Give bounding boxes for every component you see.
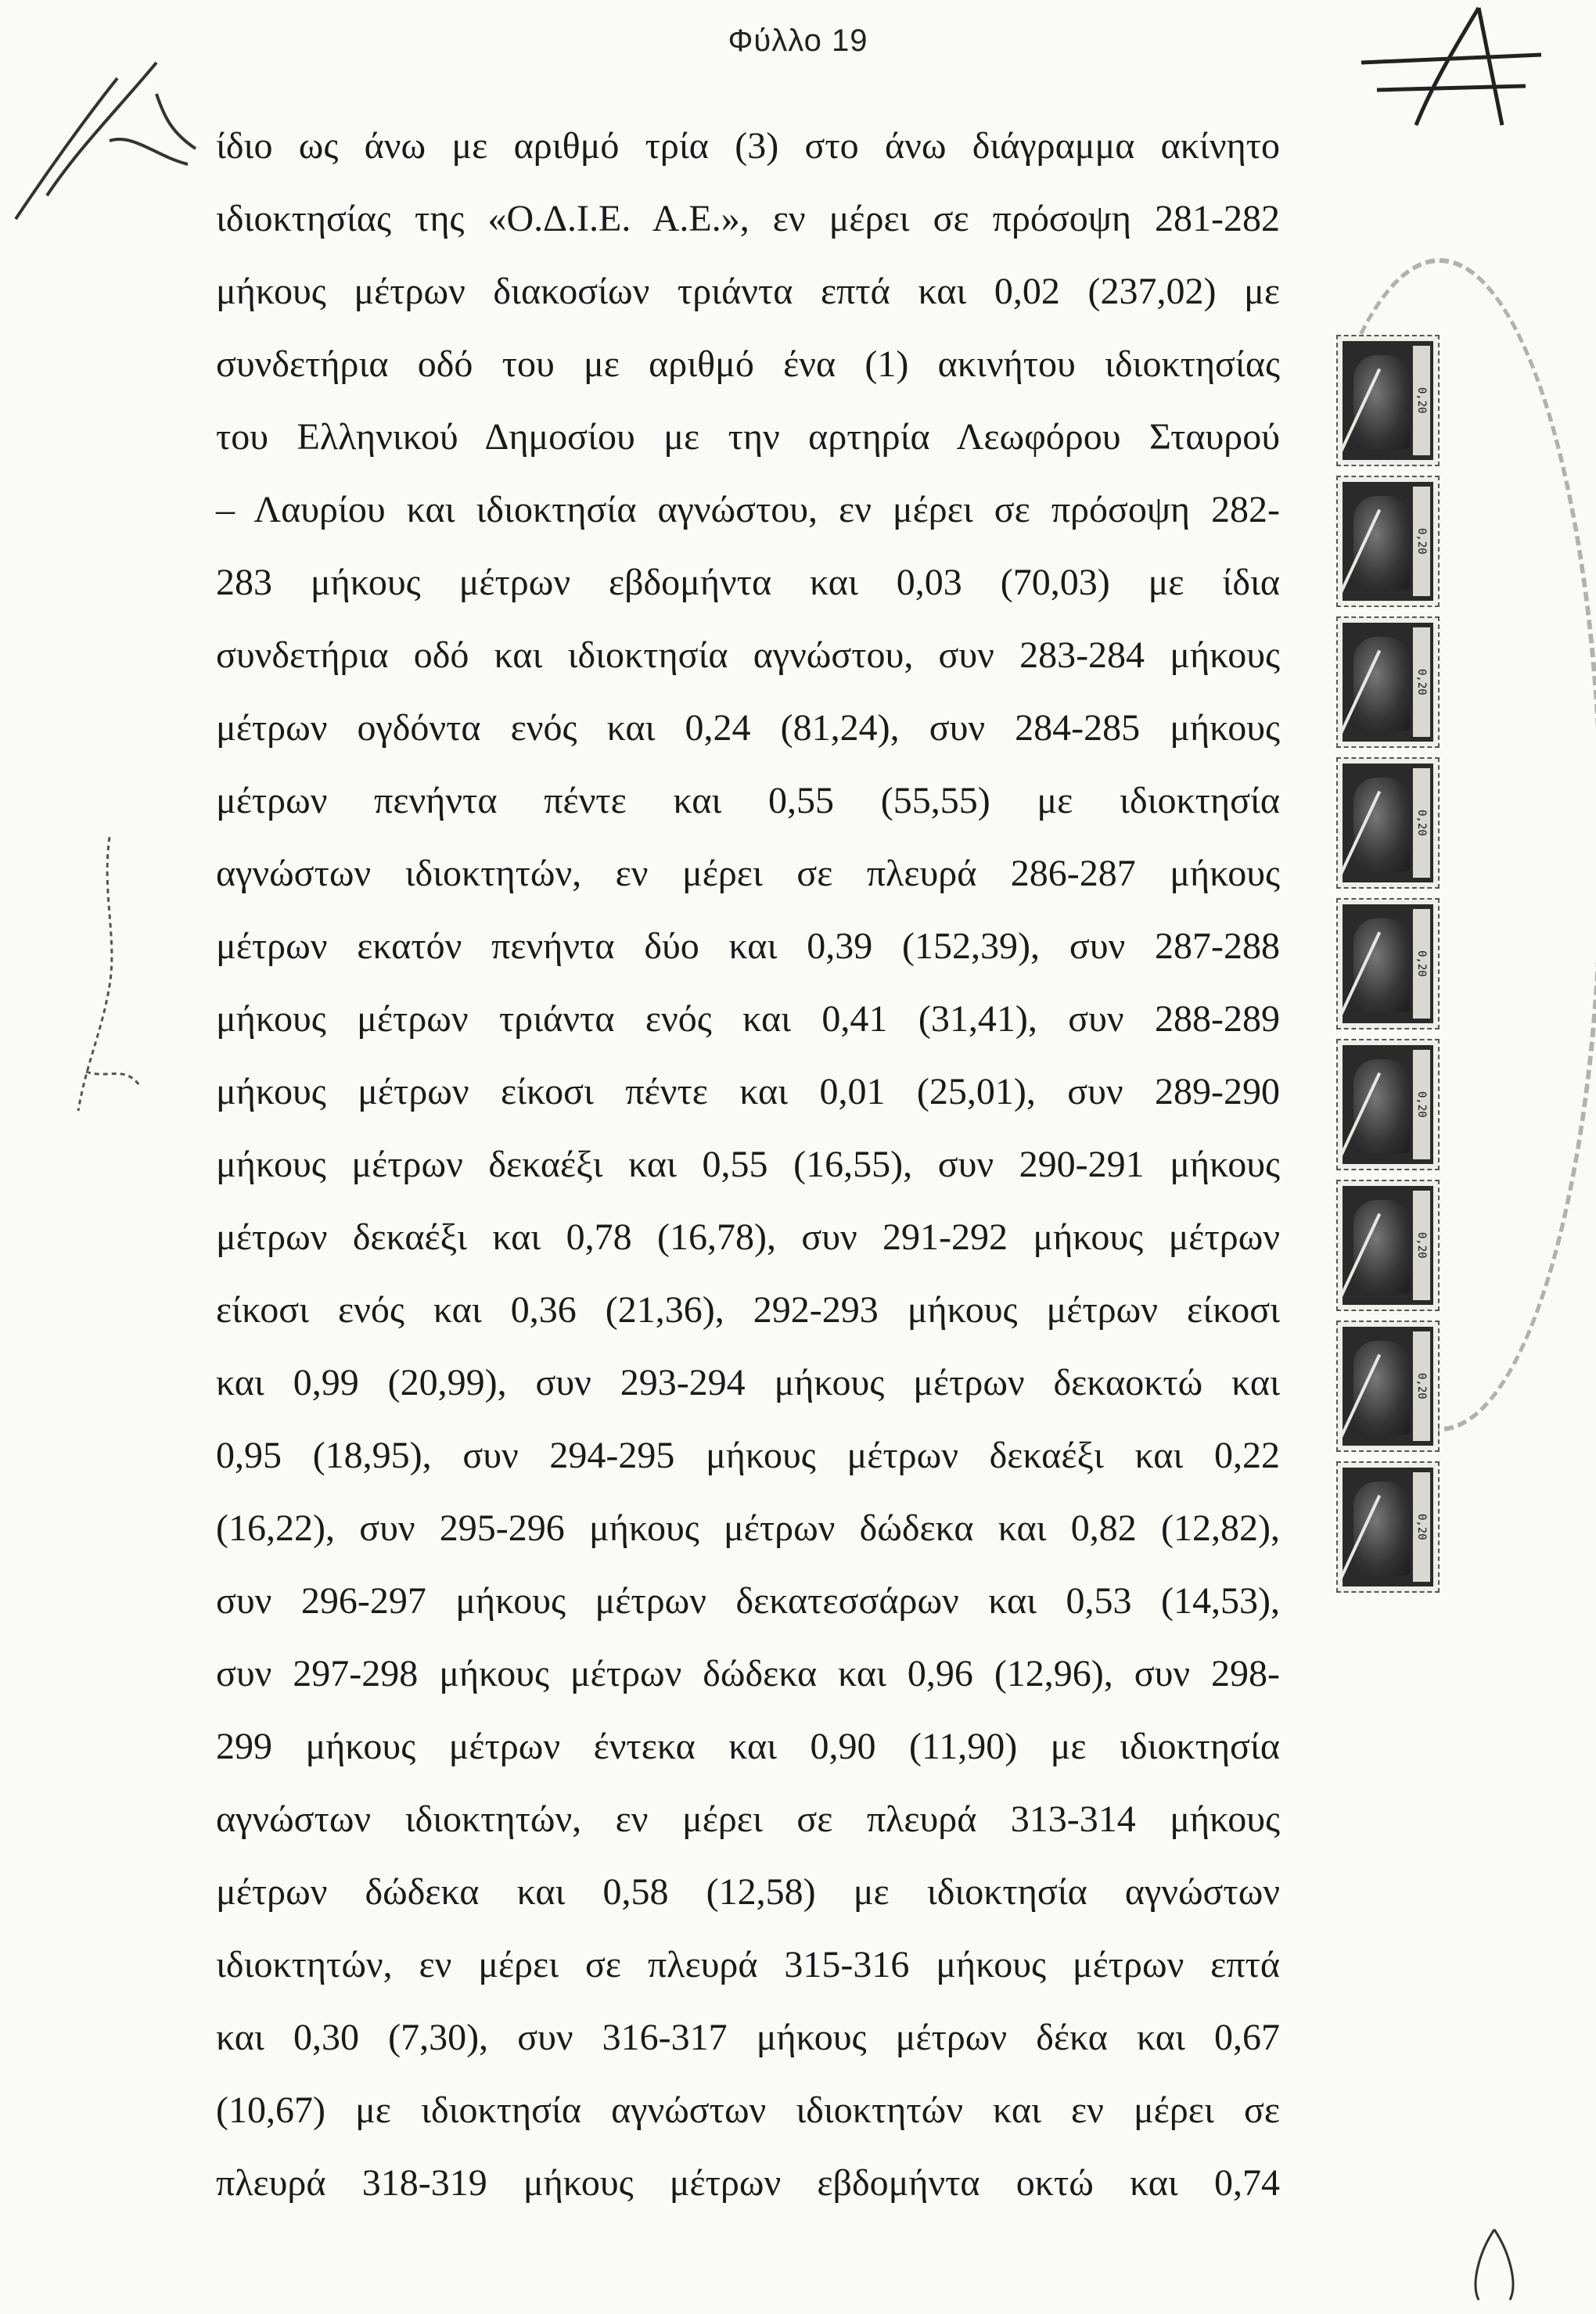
text-line: αγνώστων ιδιοκτητών, εν μέρει σε πλευρά 313-314 μήκους — [216, 1798, 1280, 1840]
stamp-value: 0,20 — [1413, 627, 1430, 737]
initial-mark-icon — [1346, 0, 1549, 133]
text-line: πλευρά 318-319 μήκους μέτρων εβδομήντα οκτώ και 0,74 — [216, 2162, 1280, 2204]
revenue-stamp — [1338, 618, 1438, 746]
text-line: είκοσι ενός και 0,36 (21,36), 292-293 μήκους μέτρων είκοσι — [216, 1289, 1280, 1331]
revenue-stamp — [1338, 1040, 1438, 1169]
stamp-value: 0,20 — [1413, 909, 1430, 1019]
page-corner-mark-icon — [1455, 2222, 1533, 2308]
text-line: 0,95 (18,95), συν 294-295 μήκους μέτρων δεκαέξι και 0,22 — [216, 1435, 1280, 1476]
sheet-number: Φύλλο 19 — [728, 23, 868, 58]
text-line: και 0,99 (20,99), συν 293-294 μήκους μέτρων δεκαοκτώ και — [216, 1362, 1280, 1403]
stamp-value: 0,20 — [1413, 1472, 1430, 1582]
margin-scribble-icon — [55, 829, 164, 1126]
stamp-value: 0,20 — [1413, 346, 1430, 455]
text-line: συνδετήρια οδό του με αριθμό ένα (1) ακινήτου ιδιοκτησίας — [216, 343, 1280, 385]
document-body — [216, 110, 1280, 2219]
revenue-stamp — [1338, 336, 1438, 465]
stamp-value: 0,20 — [1413, 1050, 1430, 1159]
text-line: μήκους μέτρων διακοσίων τριάντα επτά και 0,02 (237,02) με — [216, 271, 1280, 312]
text-line: ιδιοκτησίας της «Ο.Δ.Ι.Ε. Α.Ε.», εν μέρει σε πρόσοψη 281-282 — [216, 198, 1280, 239]
text-line: (10,67) με ιδιοκτησία αγνώστων ιδιοκτητών και εν μέρει σε — [216, 2089, 1280, 2131]
text-line: 283 μήκους μέτρων εβδομήντα και 0,03 (70,03) με ίδια — [216, 562, 1280, 603]
stamp-value: 0,20 — [1413, 487, 1430, 596]
text-line: του Ελληνικού Δημοσίου με την αρτηρία Λεωφόρου Σταυρού — [216, 416, 1280, 458]
text-line: (16,22), συν 295-296 μήκους μέτρων δώδεκα και 0,82 (12,82), — [216, 1507, 1280, 1549]
revenue-stamp — [1338, 1181, 1438, 1310]
text-line: μέτρων δεκαέξι και 0,78 (16,78), συν 291-292 μήκους μέτρων — [216, 1216, 1280, 1258]
text-line: αγνώστων ιδιοκτητών, εν μέρει σε πλευρά 286-287 μήκους — [216, 853, 1280, 894]
text-line: μέτρων δώδεκα και 0,58 (12,58) με ιδιοκτησία αγνώστων — [216, 1871, 1280, 1913]
text-line: μήκους μέτρων τριάντα ενός και 0,41 (31,41), συν 288-289 — [216, 998, 1280, 1040]
revenue-stamps — [1330, 336, 1455, 1604]
text-line: μέτρων πενήντα πέντε και 0,55 (55,55) με ιδιοκτησία — [216, 780, 1280, 821]
text-line: 299 μήκους μέτρων έντεκα και 0,90 (11,90) με ιδιοκτησία — [216, 1726, 1280, 1767]
revenue-stamp — [1338, 1463, 1438, 1591]
revenue-stamp — [1338, 1322, 1438, 1450]
stamp-value: 0,20 — [1413, 1331, 1430, 1441]
text-line: μήκους μέτρων είκοσι πέντε και 0,01 (25,01), συν 289-290 — [216, 1071, 1280, 1112]
text-line: συνδετήρια οδό και ιδιοκτησία αγνώστου, συν 283-284 μήκους — [216, 634, 1280, 676]
revenue-stamp — [1338, 477, 1438, 605]
revenue-stamp — [1338, 759, 1438, 887]
text-line: – Λαυρίου και ιδιοκτησία αγνώστου, εν μέρει σε πρόσοψη 282- — [216, 489, 1280, 530]
text-line: ίδιο ως άνω με αριθμό τρία (3) στο άνω διάγραμμα ακίνητο — [216, 125, 1280, 167]
text-line: μέτρων εκατόν πενήντα δύο και 0,39 (152,39), συν 287-288 — [216, 925, 1280, 967]
stamp-value: 0,20 — [1413, 768, 1430, 878]
text-line: και 0,30 (7,30), συν 316-317 μήκους μέτρων δέκα και 0,67 — [216, 2017, 1280, 2058]
signature-icon — [0, 47, 219, 227]
text-line: συν 296-297 μήκους μέτρων δεκατεσσάρων και 0,53 (14,53), — [216, 1580, 1280, 1622]
text-line: ιδιοκτητών, εν μέρει σε πλευρά 315-316 μήκους μέτρων επτά — [216, 1944, 1280, 1985]
text-line: μέτρων ογδόντα ενός και 0,24 (81,24), συν 284-285 μήκους — [216, 707, 1280, 749]
stamp-value: 0,20 — [1413, 1191, 1430, 1300]
text-line: μήκους μέτρων δεκαέξι και 0,55 (16,55), συν 290-291 μήκους — [216, 1144, 1280, 1185]
text-line: συν 297-298 μήκους μέτρων δώδεκα και 0,96 (12,96), συν 298- — [216, 1653, 1280, 1694]
revenue-stamp — [1338, 900, 1438, 1028]
